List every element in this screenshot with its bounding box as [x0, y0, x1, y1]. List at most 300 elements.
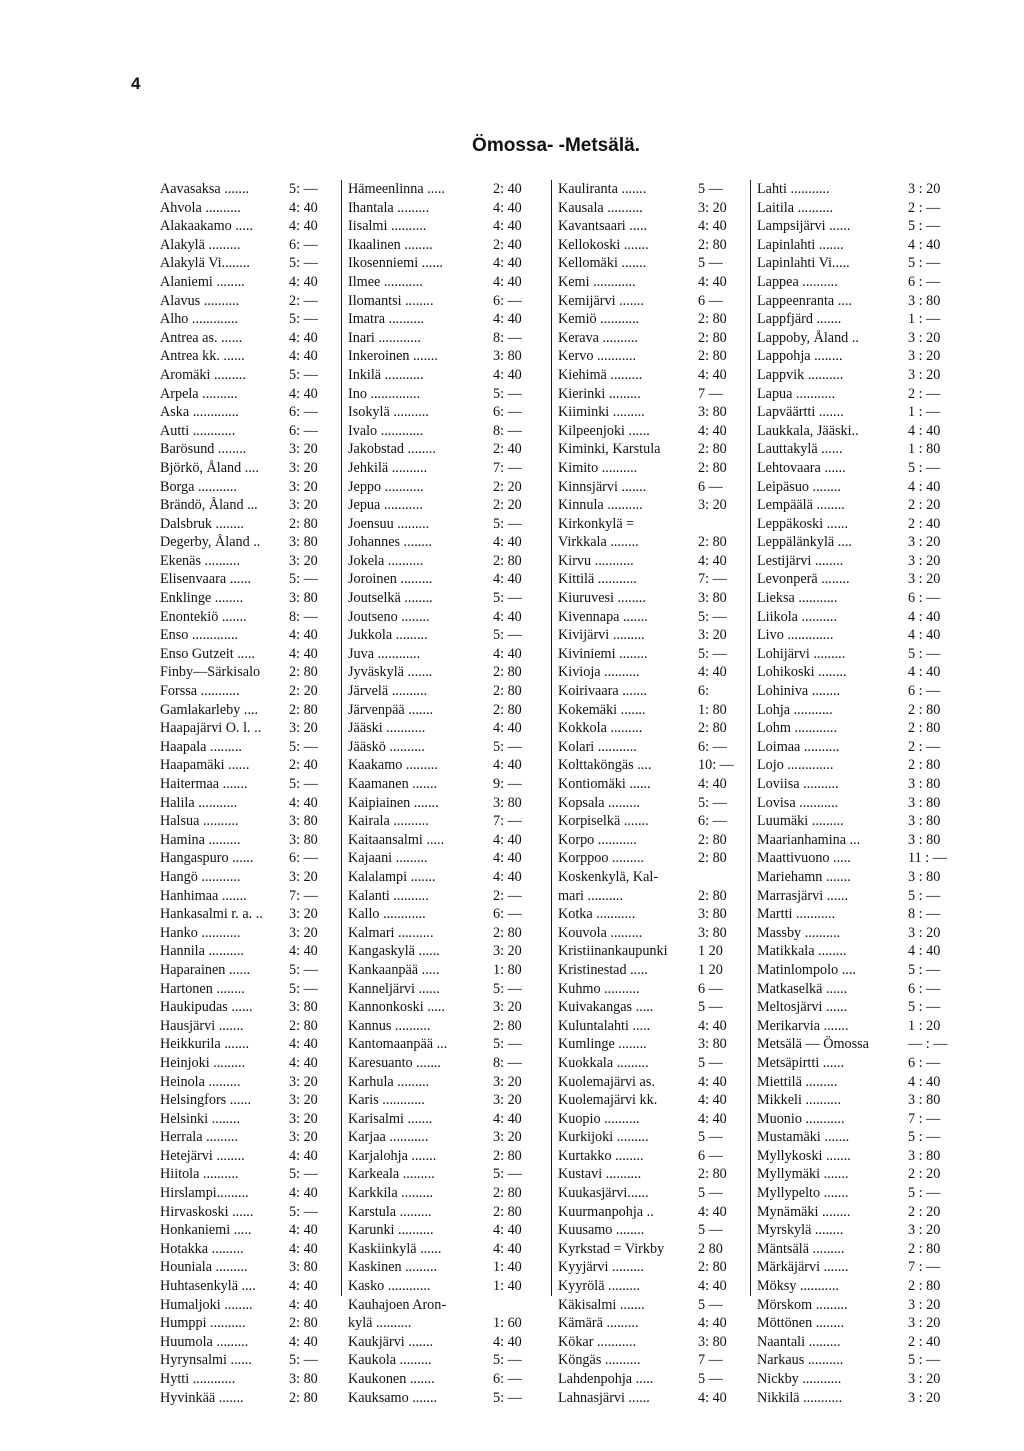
table-row: [558, 478, 748, 497]
rate-value: 2: 80: [289, 515, 318, 532]
table-row: [558, 738, 748, 757]
rate-value: 4: 40: [698, 552, 727, 569]
table-row: [757, 1091, 952, 1110]
table-row: [160, 1128, 341, 1147]
place-name: Joroinen .........: [348, 571, 433, 588]
table-row: [757, 924, 952, 943]
place-name: Lappvik ..........: [757, 366, 844, 383]
place-name: Myllymäki .......: [757, 1166, 849, 1183]
place-name: Finby—Särkisalo: [160, 664, 261, 681]
table-row: [160, 217, 341, 236]
place-name: Maattivuono .....: [757, 850, 851, 867]
rate-value: 5 —: [698, 1054, 723, 1071]
rate-value: 2: 80: [493, 924, 522, 941]
place-name: Kiuruvesi ........: [558, 590, 646, 607]
rate-value: 4: 40: [493, 757, 522, 774]
place-name: Hyrynsalmi ......: [160, 1352, 252, 1369]
rate-value: 3 : 20: [908, 348, 941, 365]
place-name: Hämeenlinna .....: [348, 181, 445, 197]
rate-value: 5 : —: [908, 1352, 941, 1369]
rate-value: 4: 40: [493, 645, 522, 662]
table-row: [558, 1073, 748, 1092]
table-row: [558, 1333, 748, 1352]
table-row: [160, 1277, 341, 1296]
place-name: Kaitaansalmi .....: [348, 831, 445, 848]
table-row: [160, 961, 341, 980]
rate-value: 4: 40: [698, 1073, 727, 1090]
rate-value: 2: 80: [289, 701, 318, 718]
table-row: [348, 440, 539, 459]
table-row: [348, 310, 539, 329]
place-name: Kauksamo .......: [348, 1389, 438, 1406]
table-row: [348, 1110, 539, 1129]
table-row: [558, 1370, 748, 1389]
table-row: [757, 1333, 952, 1352]
rate-value: 3 : 20: [908, 534, 941, 551]
table-row: [757, 515, 952, 534]
rate-value: 5: —: [289, 738, 318, 755]
rate-value: 3: 20: [289, 720, 318, 737]
place-name: Enso Gutzeit .....: [160, 645, 255, 662]
table-row: [558, 589, 748, 608]
place-name: Hangö ...........: [160, 868, 241, 885]
place-name: Metsäpirtti ......: [757, 1054, 845, 1071]
place-name: Alakylä .........: [160, 236, 241, 253]
table-row: [348, 701, 539, 720]
table-row: [160, 1203, 341, 1222]
place-name: Hannila ..........: [160, 943, 244, 960]
place-name: Mariehamn .......: [757, 868, 851, 885]
rate-value: 7: —: [493, 459, 522, 476]
place-name: Jehkilä ..........: [348, 459, 428, 476]
table-row: [757, 403, 952, 422]
table-row: [558, 645, 748, 664]
place-name: Arpela ..........: [160, 385, 238, 402]
rate-value: 2 : 20: [908, 1203, 941, 1220]
rate-value: 2: 80: [493, 1185, 522, 1202]
rate-value: 1: 80: [698, 701, 727, 718]
rate-value: 4: 40: [289, 1185, 318, 1202]
table-row: [160, 440, 341, 459]
place-name: Korppoo .........: [558, 850, 644, 867]
table-row: [160, 1333, 341, 1352]
table-row: [160, 1370, 341, 1389]
rate-value: 6: —: [698, 813, 727, 830]
table-row: [348, 812, 539, 831]
table-row: [160, 459, 341, 478]
rate-value: 5 : —: [908, 887, 941, 904]
place-name: Myrskylä ........: [757, 1222, 844, 1239]
table-row: [348, 552, 539, 571]
place-name: Lovisa ...........: [757, 794, 839, 811]
table-row: [757, 496, 952, 515]
table-row: [757, 570, 952, 589]
table-row: [757, 1370, 952, 1389]
place-name: Lauttakylä ......: [757, 441, 843, 458]
rate-value: 4: 40: [289, 218, 318, 235]
rate-value: 5: —: [289, 980, 318, 997]
place-name: Kaukjärvi .......: [348, 1333, 434, 1350]
rate-value: 7: —: [289, 887, 318, 904]
rate-value: 5: —: [493, 1389, 522, 1406]
rate-value: 5: —: [289, 1203, 318, 1220]
place-name: Hartonen ........: [160, 980, 245, 997]
place-name: Levonperä ........: [757, 571, 850, 588]
rate-value: 3: 20: [493, 1129, 522, 1146]
place-name: Loviisa ..........: [757, 776, 839, 792]
rate-value: 4: 40: [289, 348, 318, 365]
place-name: Lestijärvi ........: [757, 552, 844, 569]
place-name: Matinlompolo ....: [757, 961, 856, 978]
place-name: Kotka ...........: [558, 906, 636, 923]
table-row: [757, 310, 952, 329]
rate-value: 2 : 40: [908, 515, 941, 532]
rate-value: 6 : —: [908, 273, 941, 290]
rate-value: 3 : 20: [908, 1389, 941, 1406]
place-name: Joensuu .........: [348, 515, 430, 532]
place-name: mari ..........: [558, 887, 624, 904]
place-name: Kallo ............: [348, 906, 426, 923]
rate-value: 5 : —: [908, 459, 941, 476]
table-row: [348, 515, 539, 534]
table-row: [757, 552, 952, 571]
place-name: Hiitola ..........: [160, 1166, 239, 1183]
rate-value: 2: 80: [493, 1147, 522, 1164]
table-row: [757, 998, 952, 1017]
table-row: [348, 1258, 539, 1277]
rate-value: 5: —: [289, 181, 318, 197]
rate-value: 3: 80: [698, 906, 727, 923]
rate-value: 4: 40: [289, 1036, 318, 1053]
place-name: Kouvola .........: [558, 924, 643, 941]
rate-value: 6 —: [698, 292, 723, 309]
table-row: [558, 924, 748, 943]
place-name: Kiiminki .........: [558, 404, 645, 421]
place-name: Naantali .........: [757, 1333, 841, 1350]
place-name: Alakaakamo .....: [160, 218, 253, 235]
place-name: Huumola .........: [160, 1333, 249, 1350]
table-row: [160, 1258, 341, 1277]
place-name: Isokylä ..........: [348, 404, 429, 421]
place-name: Lohijärvi .........: [757, 645, 846, 662]
table-row: [558, 440, 748, 459]
rate-value: 5: —: [289, 1352, 318, 1369]
place-name: Iisalmi ..........: [348, 218, 427, 235]
table-row: [348, 961, 539, 980]
place-name: Kustavi ..........: [558, 1166, 642, 1183]
table-row: [160, 329, 341, 348]
table-row: [757, 1389, 952, 1408]
table-row: [348, 1203, 539, 1222]
table-row: [757, 533, 952, 552]
rate-value: 6 : —: [908, 683, 941, 700]
rate-value: 4: 40: [289, 1054, 318, 1071]
place-name: Hankasalmi r. a. ..: [160, 906, 263, 923]
rate-value: 6 —: [698, 980, 723, 997]
rate-value: 4: 40: [493, 311, 522, 328]
place-name: Alho .............: [160, 311, 239, 328]
rate-value: 3 : 80: [908, 868, 941, 885]
rate-value: 4: 40: [289, 385, 318, 402]
place-name: Hyvinkää .......: [160, 1389, 244, 1406]
table-row: [757, 589, 952, 608]
table-row: [757, 329, 952, 348]
table-row: [348, 980, 539, 999]
place-name: Haukipudas ......: [160, 999, 253, 1016]
rate-value: 2: 20: [289, 683, 318, 700]
place-name: Lehtovaara ......: [757, 459, 846, 476]
table-row: [160, 422, 341, 441]
table-row: [757, 1165, 952, 1184]
table-row: [348, 570, 539, 589]
table-row: [348, 459, 539, 478]
table-row: [757, 701, 952, 720]
table-row: [348, 608, 539, 627]
table-row: [160, 849, 341, 868]
rate-value: 2 : —: [908, 738, 941, 755]
rate-value: 5: —: [493, 980, 522, 997]
rate-value: 5: —: [698, 794, 727, 811]
place-name: Lohiniva ........: [757, 683, 841, 700]
place-name: Kellokoski .......: [558, 236, 649, 253]
place-name: Kankaanpää .....: [348, 961, 440, 978]
place-name: Kanneljärvi ......: [348, 980, 440, 997]
rate-value: 3 : 80: [908, 794, 941, 811]
table-row: [160, 626, 341, 645]
table-row: [348, 199, 539, 218]
table-row: [160, 905, 341, 924]
rate-value: 2: 80: [698, 329, 727, 346]
rate-value: 7 : —: [908, 1259, 941, 1276]
table-row: [348, 1277, 539, 1296]
rate-value: 5 : —: [908, 961, 941, 978]
rate-value: 3: 20: [698, 199, 727, 216]
rate-value: 3 : 80: [908, 776, 941, 792]
place-name: Lappoby, Åland ..: [757, 329, 859, 346]
table-row: [348, 1017, 539, 1036]
rate-value: 5: —: [493, 590, 522, 607]
place-name: Leppälänkylä ....: [757, 534, 852, 551]
place-name: Karesuanto .......: [348, 1054, 441, 1071]
place-name: Lampsijärvi ......: [757, 218, 851, 235]
table-row: [160, 366, 341, 385]
table-row: [558, 942, 748, 961]
place-name: Herrala .........: [160, 1129, 238, 1146]
table-row: [757, 478, 952, 497]
rate-value: 2: 80: [289, 1389, 318, 1406]
table-row: [160, 942, 341, 961]
table-row: [757, 1184, 952, 1203]
rate-value: 6 : —: [908, 1054, 941, 1071]
rate-value: 4: 40: [698, 1110, 727, 1127]
place-name: Hanhimaa .......: [160, 887, 247, 904]
place-name: Kittilä ...........: [558, 571, 637, 588]
rate-value: 3 : 80: [908, 813, 941, 830]
place-name: Kervo ...........: [558, 348, 637, 365]
rate-value: 1 20: [698, 943, 723, 960]
rate-value: 3: 80: [289, 1371, 318, 1387]
rate-value: 5 —: [698, 1371, 723, 1387]
rate-value: 5 : —: [908, 255, 941, 272]
table-row: [558, 1258, 748, 1277]
place-name: Karis ............: [348, 1092, 425, 1109]
place-name: Kyyjärvi .........: [558, 1259, 644, 1276]
rate-value: 2: 20: [493, 497, 522, 514]
table-row: [757, 812, 952, 831]
table-row: [160, 756, 341, 775]
rate-value: 3: 20: [289, 924, 318, 941]
place-name: Enontekiö .......: [160, 608, 247, 625]
table-row: [757, 775, 952, 794]
rate-value: 1 : 80: [908, 441, 941, 458]
rate-value: 2: —: [289, 292, 318, 309]
table-row: [348, 1147, 539, 1166]
table-row: [558, 422, 748, 441]
rate-value: 3: 80: [698, 404, 727, 421]
table-row: [160, 738, 341, 757]
table-row: [757, 980, 952, 999]
table-row: [757, 1035, 952, 1054]
place-name: Hausjärvi .......: [160, 1017, 244, 1034]
place-name: Kirkonkylä =: [558, 515, 635, 532]
place-name: Lohm ............: [757, 720, 837, 737]
table-row: [558, 1203, 748, 1222]
table-row: [348, 645, 539, 664]
place-name: Kantomaanpää ...: [348, 1036, 448, 1053]
table-row: [558, 701, 748, 720]
place-name: Kuurmanpohja ..: [558, 1203, 654, 1220]
place-name: Hytti ............: [160, 1371, 236, 1387]
place-name: Kristinestad .....: [558, 961, 648, 978]
place-name: Haapajärvi O. l. ..: [160, 720, 262, 737]
place-name: Gamlakarleby ....: [160, 701, 259, 718]
table-row: [558, 199, 748, 218]
table-row: [558, 794, 748, 813]
place-name: Lappea ..........: [757, 273, 838, 290]
place-name: Inkilä ...........: [348, 366, 424, 383]
place-name: Järvenpää .......: [348, 701, 434, 718]
table-row: [757, 1073, 952, 1092]
table-row: [160, 1389, 341, 1408]
table-row: [348, 292, 539, 311]
table-row: [558, 1314, 748, 1333]
place-name: Kämärä .........: [558, 1315, 639, 1332]
table-row: [348, 1314, 539, 1333]
table-row: [160, 1035, 341, 1054]
rate-value: 2: 80: [493, 664, 522, 681]
table-row: [160, 775, 341, 794]
place-name: Matkaselkä ......: [757, 980, 848, 997]
rate-value: 5: —: [289, 366, 318, 383]
place-name: Alavus ..........: [160, 292, 240, 309]
table-row: [757, 831, 952, 850]
table-row: [160, 719, 341, 738]
place-name: Kaskiinkylä ......: [348, 1240, 442, 1257]
place-name: Kokkola .........: [558, 720, 643, 737]
table-row: [757, 942, 952, 961]
rate-value: 4 : 40: [908, 1073, 941, 1090]
rate-value: 6: —: [289, 236, 318, 253]
place-name: Ilomantsi ........: [348, 292, 434, 309]
place-name: Kalmari ..........: [348, 924, 434, 941]
place-name: Haapamäki ......: [160, 757, 250, 774]
rate-value: 4: 40: [698, 366, 727, 383]
place-name: Honkaniemi .....: [160, 1222, 252, 1239]
place-name: Kuolemajärvi as.: [558, 1073, 655, 1090]
table-row: [348, 719, 539, 738]
place-name: Kaamanen .......: [348, 776, 438, 792]
place-name: Kaukonen .......: [348, 1371, 435, 1387]
rate-value: 3 : 20: [908, 552, 941, 569]
place-name: Möttönen ........: [757, 1315, 845, 1332]
place-name: Karkkila .........: [348, 1185, 434, 1202]
table-row: [160, 812, 341, 831]
table-row: [558, 663, 748, 682]
place-name: Kaukola .........: [348, 1352, 432, 1369]
place-name: Kökar ...........: [558, 1333, 637, 1350]
table-row: [348, 682, 539, 701]
table-row: [160, 1147, 341, 1166]
place-name: Enklinge ........: [160, 590, 244, 607]
rate-value: 2: 80: [493, 701, 522, 718]
table-row: [558, 292, 748, 311]
rate-value: 4: 40: [289, 1278, 318, 1295]
rate-value: 2 : 80: [908, 701, 941, 718]
place-name: Humaljoki ........: [160, 1296, 253, 1313]
table-row: [558, 1110, 748, 1129]
table-row: [348, 1091, 539, 1110]
rate-value: 4: 40: [698, 664, 727, 681]
rate-value: 3 : 20: [908, 924, 941, 941]
table-row: [558, 1017, 748, 1036]
rate-value: 3: 20: [289, 552, 318, 569]
table-row: [558, 180, 748, 199]
rate-value: 4: 40: [493, 1110, 522, 1127]
table-row: [348, 1333, 539, 1352]
place-name: Ikosenniemi ......: [348, 255, 443, 272]
place-name: Haparainen ......: [160, 961, 251, 978]
table-row: [757, 794, 952, 813]
table-row: [160, 496, 341, 515]
place-name: Luumäki .........: [757, 813, 844, 830]
rate-value: 6: —: [289, 404, 318, 421]
table-row: [558, 1351, 748, 1370]
rate-value: 2: —: [493, 887, 522, 904]
place-name: Mäntsälä .........: [757, 1240, 845, 1257]
rate-value: 8: —: [493, 1054, 522, 1071]
rate-value: 4: 40: [289, 1240, 318, 1257]
table-row: [558, 775, 748, 794]
table-row: [348, 905, 539, 924]
rate-value: 2 : —: [908, 199, 941, 216]
place-name: Jakobstad ........: [348, 441, 436, 458]
table-row: [558, 1240, 748, 1259]
place-name: Kirvu ...........: [558, 552, 634, 569]
place-name: Lappeenranta ....: [757, 292, 852, 309]
table-row: [558, 1054, 748, 1073]
rate-value: 2 : 80: [908, 1240, 941, 1257]
place-name: Heinola .........: [160, 1073, 241, 1090]
rate-value: 4: 40: [698, 273, 727, 290]
place-name: Kivennapa .......: [558, 608, 648, 625]
rate-value: 4 : 40: [908, 627, 941, 644]
place-name: Leppäkoski ......: [757, 515, 849, 532]
place-name: Kairala ..........: [348, 813, 429, 830]
rate-value: 3: 20: [289, 1110, 318, 1127]
table-row: [757, 1017, 952, 1036]
rate-value: 5 : —: [908, 645, 941, 662]
place-name: Kuolemajärvi kk.: [558, 1092, 658, 1109]
